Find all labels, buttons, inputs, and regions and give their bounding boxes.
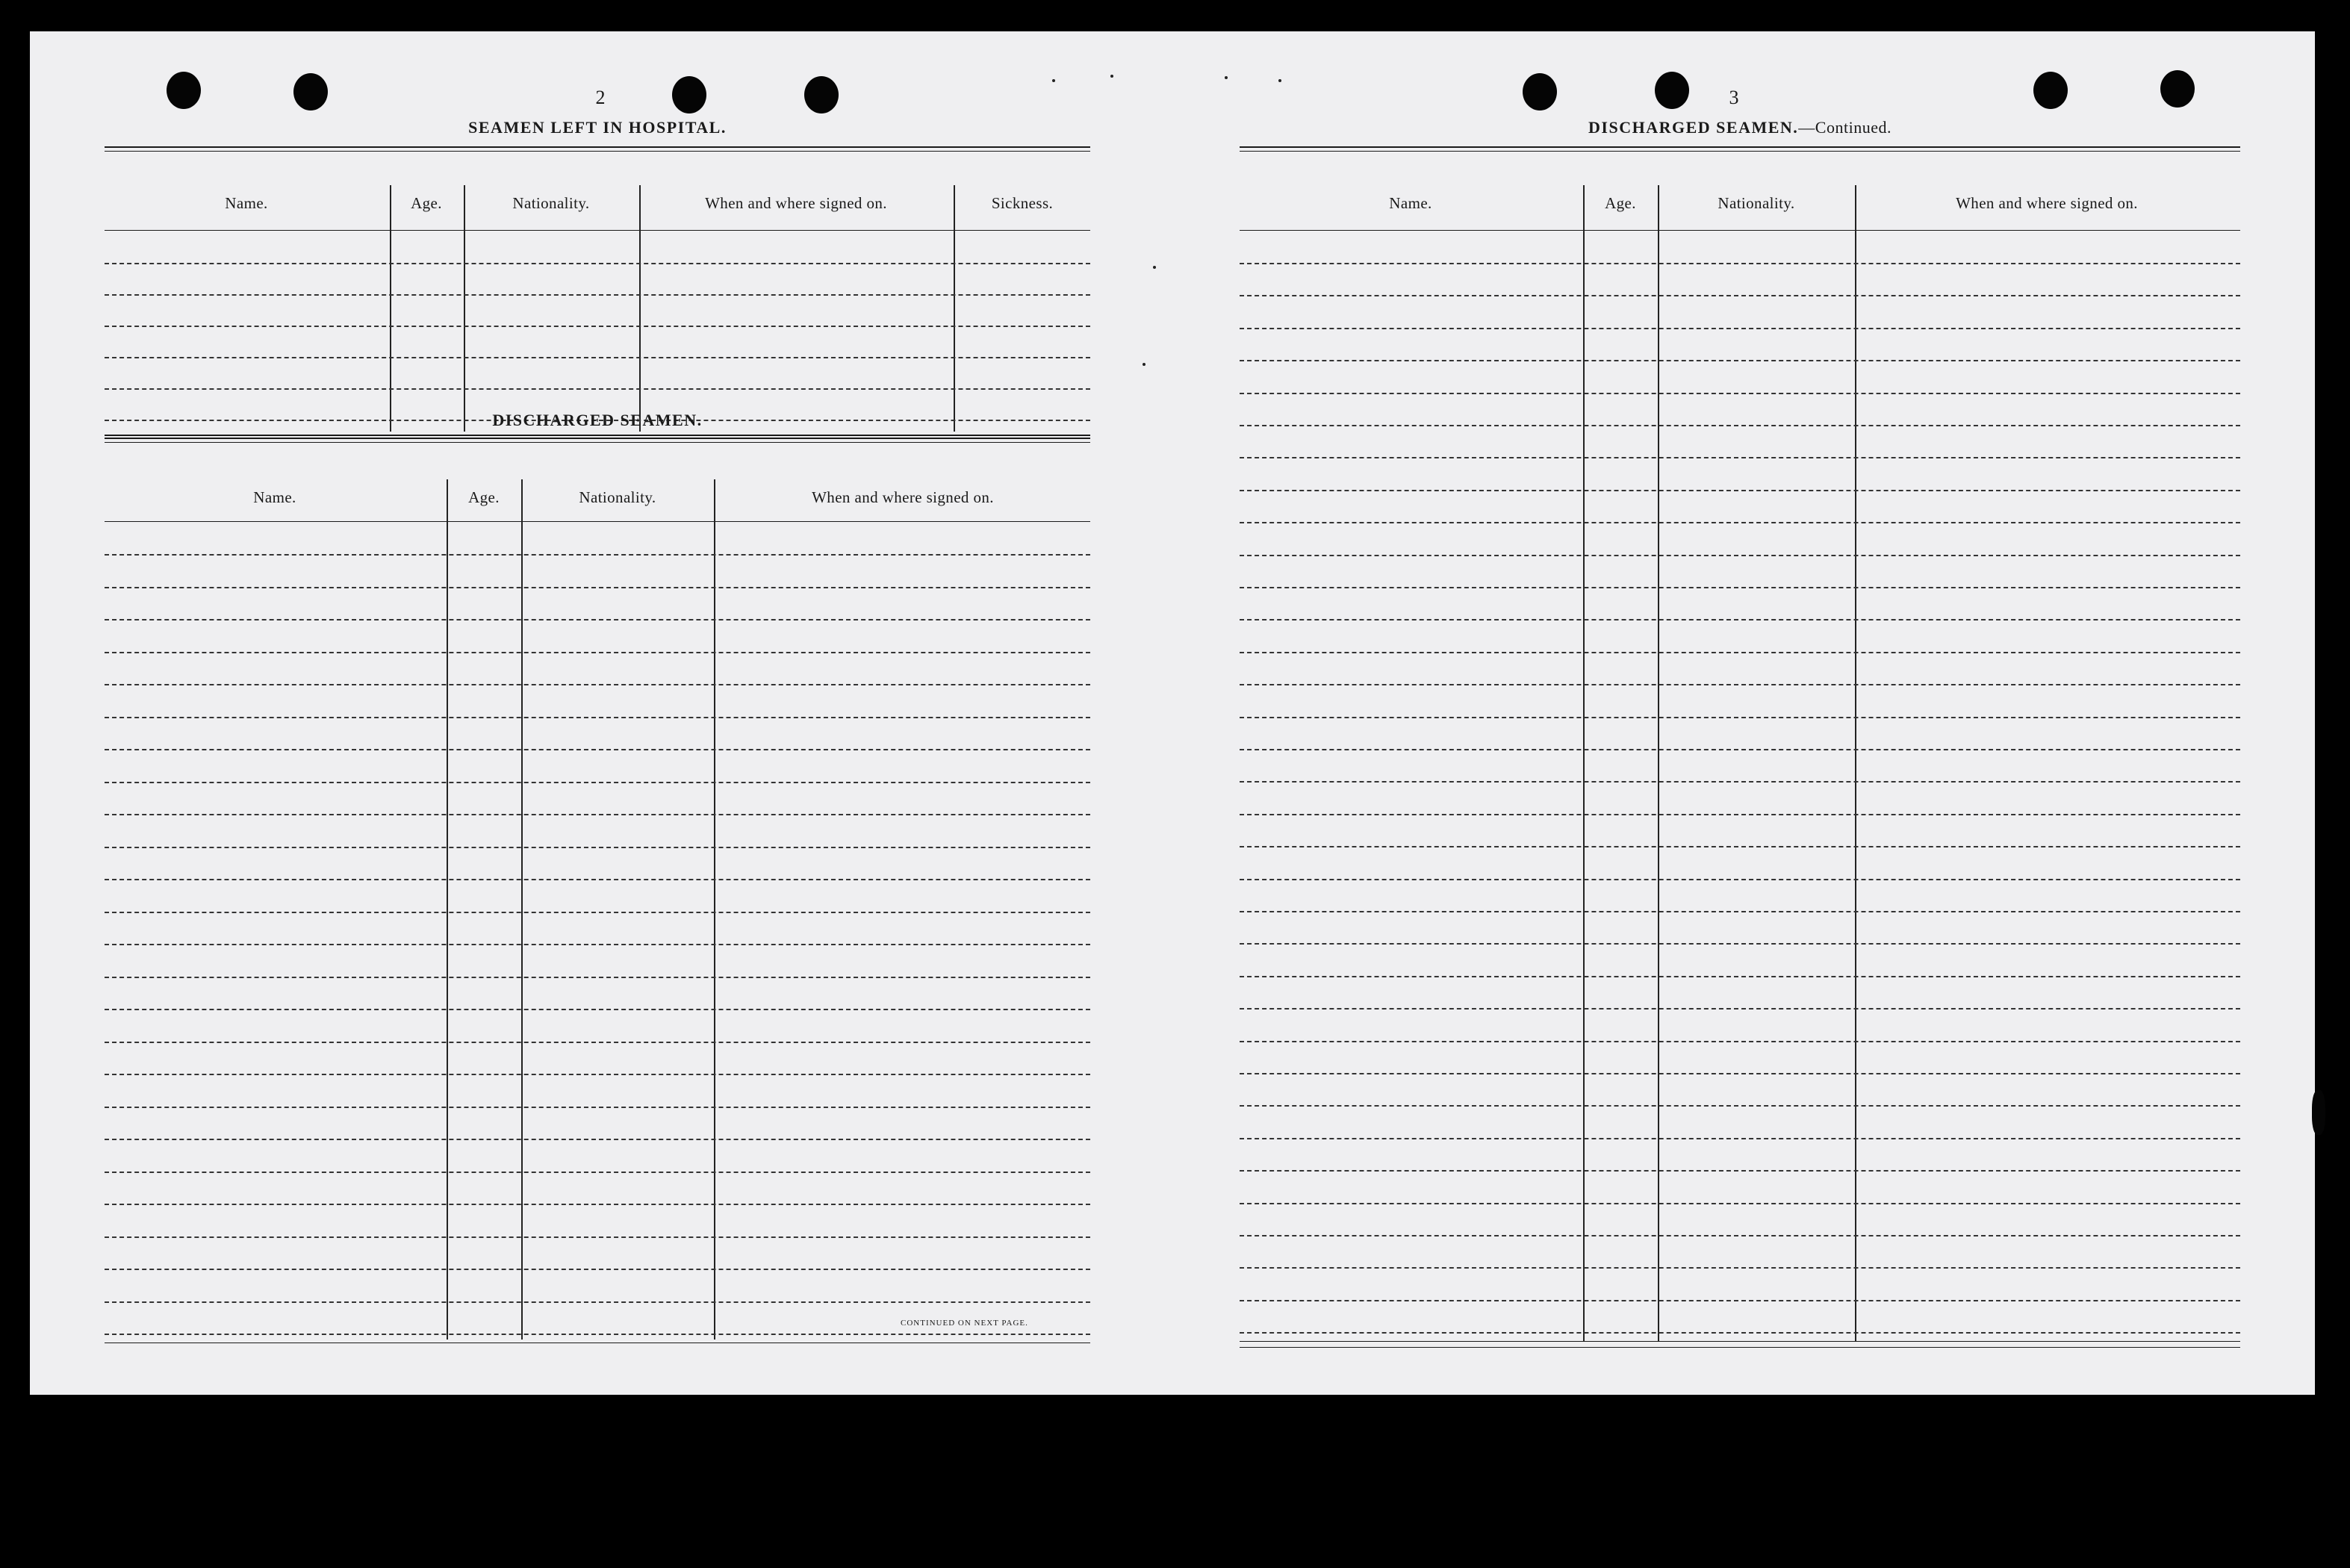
- punch-hole: [2160, 70, 2195, 108]
- column-header-nationality: Nationality.: [1718, 194, 1795, 212]
- blank-entry-row: [105, 388, 1090, 390]
- hospital-table: [105, 146, 1090, 438]
- header-bottom-rule: [105, 521, 1090, 522]
- blank-entry-row: [105, 1301, 1090, 1303]
- column-divider: [390, 185, 391, 432]
- table-top-rule: [105, 151, 1090, 152]
- speck: [1153, 266, 1156, 269]
- blank-entry-row: [1240, 717, 2240, 718]
- blank-entry-row: [1240, 1267, 2240, 1269]
- column-divider: [714, 479, 715, 1340]
- document-sheet: [30, 31, 2315, 1395]
- blank-entry-row: [1240, 1138, 2240, 1139]
- blank-entry-row: [105, 749, 1090, 750]
- blank-entry-row: [105, 294, 1090, 296]
- blank-entry-row: [105, 847, 1090, 848]
- blank-entry-row: [105, 684, 1090, 685]
- blank-entry-row: [105, 1236, 1090, 1238]
- blank-entry-row: [1240, 1300, 2240, 1301]
- blank-entry-row: [1240, 846, 2240, 847]
- column-divider: [954, 185, 955, 432]
- punch-hole: [804, 76, 839, 113]
- header-bottom-rule: [1240, 230, 2240, 231]
- blank-entry-row: [105, 879, 1090, 880]
- punch-hole: [167, 72, 201, 109]
- column-header-name: Name.: [253, 488, 296, 506]
- blank-entry-row: [105, 782, 1090, 783]
- column-divider: [447, 479, 448, 1340]
- blank-entry-row: [105, 944, 1090, 945]
- column-header-age: Age.: [411, 194, 442, 212]
- column-header-nationality: Nationality.: [579, 488, 656, 506]
- discharged-section-title-right: [1523, 118, 1956, 137]
- column-header-name: Name.: [225, 194, 268, 212]
- column-header-name: Name.: [1389, 194, 1432, 212]
- blank-entry-row: [1240, 652, 2240, 653]
- blank-entry-row: [1240, 1170, 2240, 1172]
- blank-entry-row: [105, 1204, 1090, 1205]
- blank-entry-row: [105, 912, 1090, 913]
- table-top-rule: [1240, 151, 2240, 152]
- blank-entry-row: [1240, 976, 2240, 977]
- speck: [1110, 75, 1113, 78]
- blank-entry-row: [105, 717, 1090, 718]
- blank-entry-row: [105, 554, 1090, 556]
- blank-entry-row: [105, 1009, 1090, 1010]
- discharged-table-right: [1240, 146, 2240, 1408]
- blank-entry-row: [1240, 1073, 2240, 1074]
- discharged-table-left: [105, 438, 1090, 1408]
- speck: [1225, 76, 1228, 79]
- blank-entry-row: [1240, 749, 2240, 750]
- blank-entry-row: [1240, 1008, 2240, 1009]
- blank-entry-row: [1240, 619, 2240, 620]
- column-divider: [521, 479, 523, 1340]
- blank-entry-row: [1240, 1041, 2240, 1042]
- table-top-rule: [1240, 146, 2240, 148]
- column-divider: [464, 185, 465, 432]
- table-top-rule: [105, 442, 1090, 443]
- discharged-section-title-left: DISCHARGED SEAMEN.: [492, 411, 703, 429]
- header-bottom-rule: [105, 230, 1090, 231]
- table-bottom-rule: [1240, 1341, 2240, 1342]
- column-header-nationality: Nationality.: [512, 194, 590, 212]
- blank-entry-row: [105, 619, 1090, 620]
- blank-entry-row: [1240, 295, 2240, 296]
- blank-entry-row: [105, 1139, 1090, 1140]
- blank-entry-row: [1240, 328, 2240, 329]
- column-divider: [639, 185, 641, 432]
- table-bottom-rule: [1240, 1347, 2240, 1348]
- blank-entry-row: [105, 587, 1090, 588]
- blank-entry-row: [105, 357, 1090, 358]
- column-header-signed-on: When and where signed on.: [812, 488, 994, 506]
- blank-entry-row: [1240, 263, 2240, 264]
- blank-entry-row: [1240, 587, 2240, 588]
- blank-entry-row: [1240, 1332, 2240, 1334]
- speck: [1278, 79, 1281, 82]
- blank-entry-row: [105, 1042, 1090, 1043]
- blank-entry-row: [105, 1074, 1090, 1075]
- punch-hole: [293, 73, 328, 111]
- blank-entry-row: [1240, 1235, 2240, 1236]
- table-top-rule: [105, 438, 1090, 439]
- column-header-signed-on: When and where signed on.: [1956, 194, 2138, 212]
- page-number-right: 3: [1729, 87, 1739, 108]
- blank-entry-row: [1240, 457, 2240, 458]
- blank-entry-row: [1240, 490, 2240, 491]
- punch-hole: [1655, 72, 1689, 109]
- continued-note: CONTINUED ON NEXT PAGE.: [901, 1319, 1028, 1328]
- blank-entry-row: [1240, 814, 2240, 815]
- edge-smudge: [2312, 1090, 2325, 1135]
- punch-hole: [672, 76, 706, 113]
- blank-entry-row: [1240, 911, 2240, 912]
- column-divider: [1583, 185, 1585, 1341]
- page-number-left: 2: [595, 87, 606, 108]
- blank-entry-row: [105, 652, 1090, 653]
- column-header-signed-on: When and where signed on.: [705, 194, 887, 212]
- table-top-rule: [105, 146, 1090, 148]
- blank-entry-row: [105, 1269, 1090, 1270]
- punch-hole: [1523, 73, 1557, 111]
- title-continued: —Continued.: [1798, 118, 1891, 137]
- title-text: DISCHARGED SEAMEN.: [1588, 118, 1799, 137]
- blank-entry-row: [105, 977, 1090, 978]
- blank-entry-row: [1240, 943, 2240, 945]
- column-header-sickness: Sickness.: [991, 194, 1054, 212]
- blank-entry-row: [1240, 393, 2240, 394]
- blank-entry-row: [1240, 425, 2240, 426]
- column-divider: [1855, 185, 1856, 1341]
- column-header-age: Age.: [1605, 194, 1636, 212]
- blank-entry-row: [1240, 879, 2240, 880]
- punch-hole: [2033, 72, 2068, 109]
- blank-entry-row: [105, 1172, 1090, 1173]
- speck: [1052, 79, 1055, 82]
- blank-entry-row: [105, 326, 1090, 327]
- blank-entry-row: [1240, 522, 2240, 523]
- blank-entry-row: [105, 814, 1090, 815]
- blank-entry-row: [1240, 555, 2240, 556]
- blank-entry-row: [105, 1334, 1090, 1335]
- speck: [1143, 363, 1146, 366]
- blank-entry-row: [1240, 684, 2240, 685]
- hospital-section-title: SEAMEN LEFT IN HOSPITAL.: [468, 118, 727, 137]
- table-bottom-rule: [105, 435, 1090, 436]
- blank-entry-row: [105, 263, 1090, 264]
- blank-entry-row: [105, 1107, 1090, 1108]
- blank-entry-row: [1240, 781, 2240, 783]
- column-divider: [1658, 185, 1659, 1341]
- blank-entry-row: [1240, 1203, 2240, 1204]
- blank-entry-row: [1240, 1105, 2240, 1107]
- column-header-age: Age.: [468, 488, 500, 506]
- blank-entry-row: [1240, 360, 2240, 361]
